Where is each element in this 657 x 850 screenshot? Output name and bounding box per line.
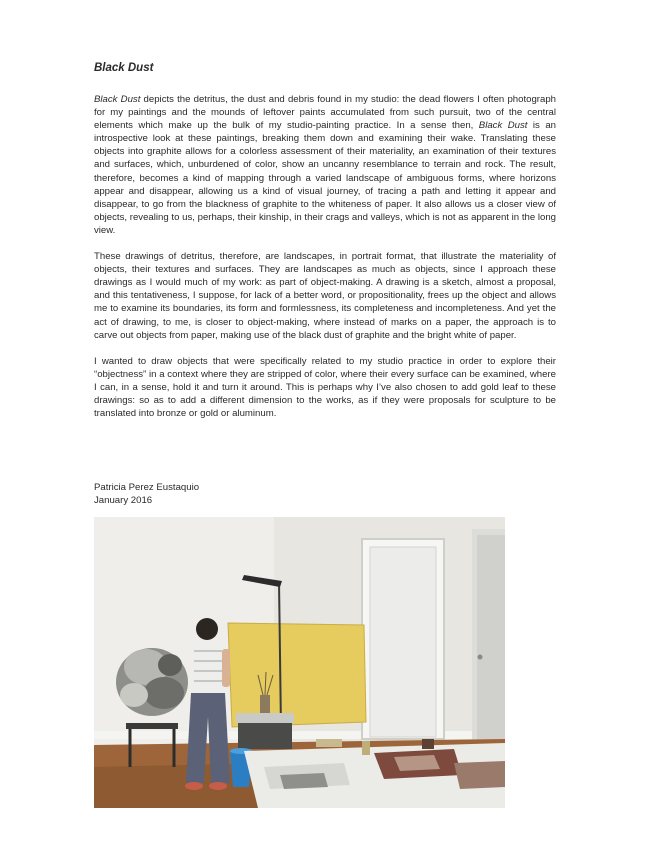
document-title: Black Dust (94, 62, 154, 74)
author-name: Patricia Perez Eustaquio (94, 482, 200, 493)
signature-block (94, 481, 199, 507)
paragraph-2 (94, 250, 556, 342)
essay-body (94, 93, 556, 433)
signature-date: January 2016 (94, 495, 153, 506)
italic-title-run: Black Dust (478, 120, 528, 132)
paragraph-1 (94, 93, 556, 237)
text-run: I wanted to draw objects that were specifically related to my studio practice in order to explore their “objectness” in a context where they are stripped of color, where their every surface can be examined, where I can, in a sense, hold it and turn it around. This is perhaps why I’ve also chosen to add gold leaf to these drawings: so as to add a different dimension to the works, as if they were proposals for sculpture to be translated into bronze or gold or aluminum. (94, 355, 556, 420)
text-run: depicts the detritus, the dust and debris found in my studio: the dead flowers I often photograph for my paintings and the mounds of leftover paints accumulated from such pursuit, two of the central elements which make up the bulk of my studio-painting practice. In a sense then, (94, 94, 556, 132)
studio-photo-illustration (94, 517, 505, 808)
text-run: is an introspective look at these paintings, breaking them down and examining their wake. Translating these objects into graphite allows for a colorless assessment of their materiality, an examination of their textures and surfaces, which, unburdened of color, show an uncanny resemblance to terrain and rock. The result, therefore, becomes a kind of mapping through a varied landscape of ambiguous forms, where horizons appear and disappear, allowing us a kind of visual journey, of tracing a path and letting it appear and disappear, to go from the blackness of graphite to the whiteness of paper. It also allows us a closer view of objects, revealing to us, perhaps, their kinship, in their crags and valleys, which is not as apparent in the long view. (94, 120, 556, 236)
paragraph-3 (94, 355, 556, 420)
studio-photo (94, 517, 505, 808)
italic-title-run: Black Dust (94, 94, 141, 105)
text-run: These drawings of detritus, therefore, are landscapes, in portrait format, that illustrate the materiality of objects, their textures and surfaces. They are landscapes as much as objects, since I approach these drawings as I would much of my work: as part of object-making. A drawing is a sketch, almost a proposal, and this tentativeness, I suppose, for lack of a better word, or propositionality, frees up the object and allows me to examine its boundaries, its form and formlessness, its completeness and incompleteness. And yet the act of drawing, to me, is closer to object-making, where instead of marks on a paper, the approach is to carve out objects from paper, making use of the black dust of graphite and the bright white of paper. (94, 251, 556, 341)
